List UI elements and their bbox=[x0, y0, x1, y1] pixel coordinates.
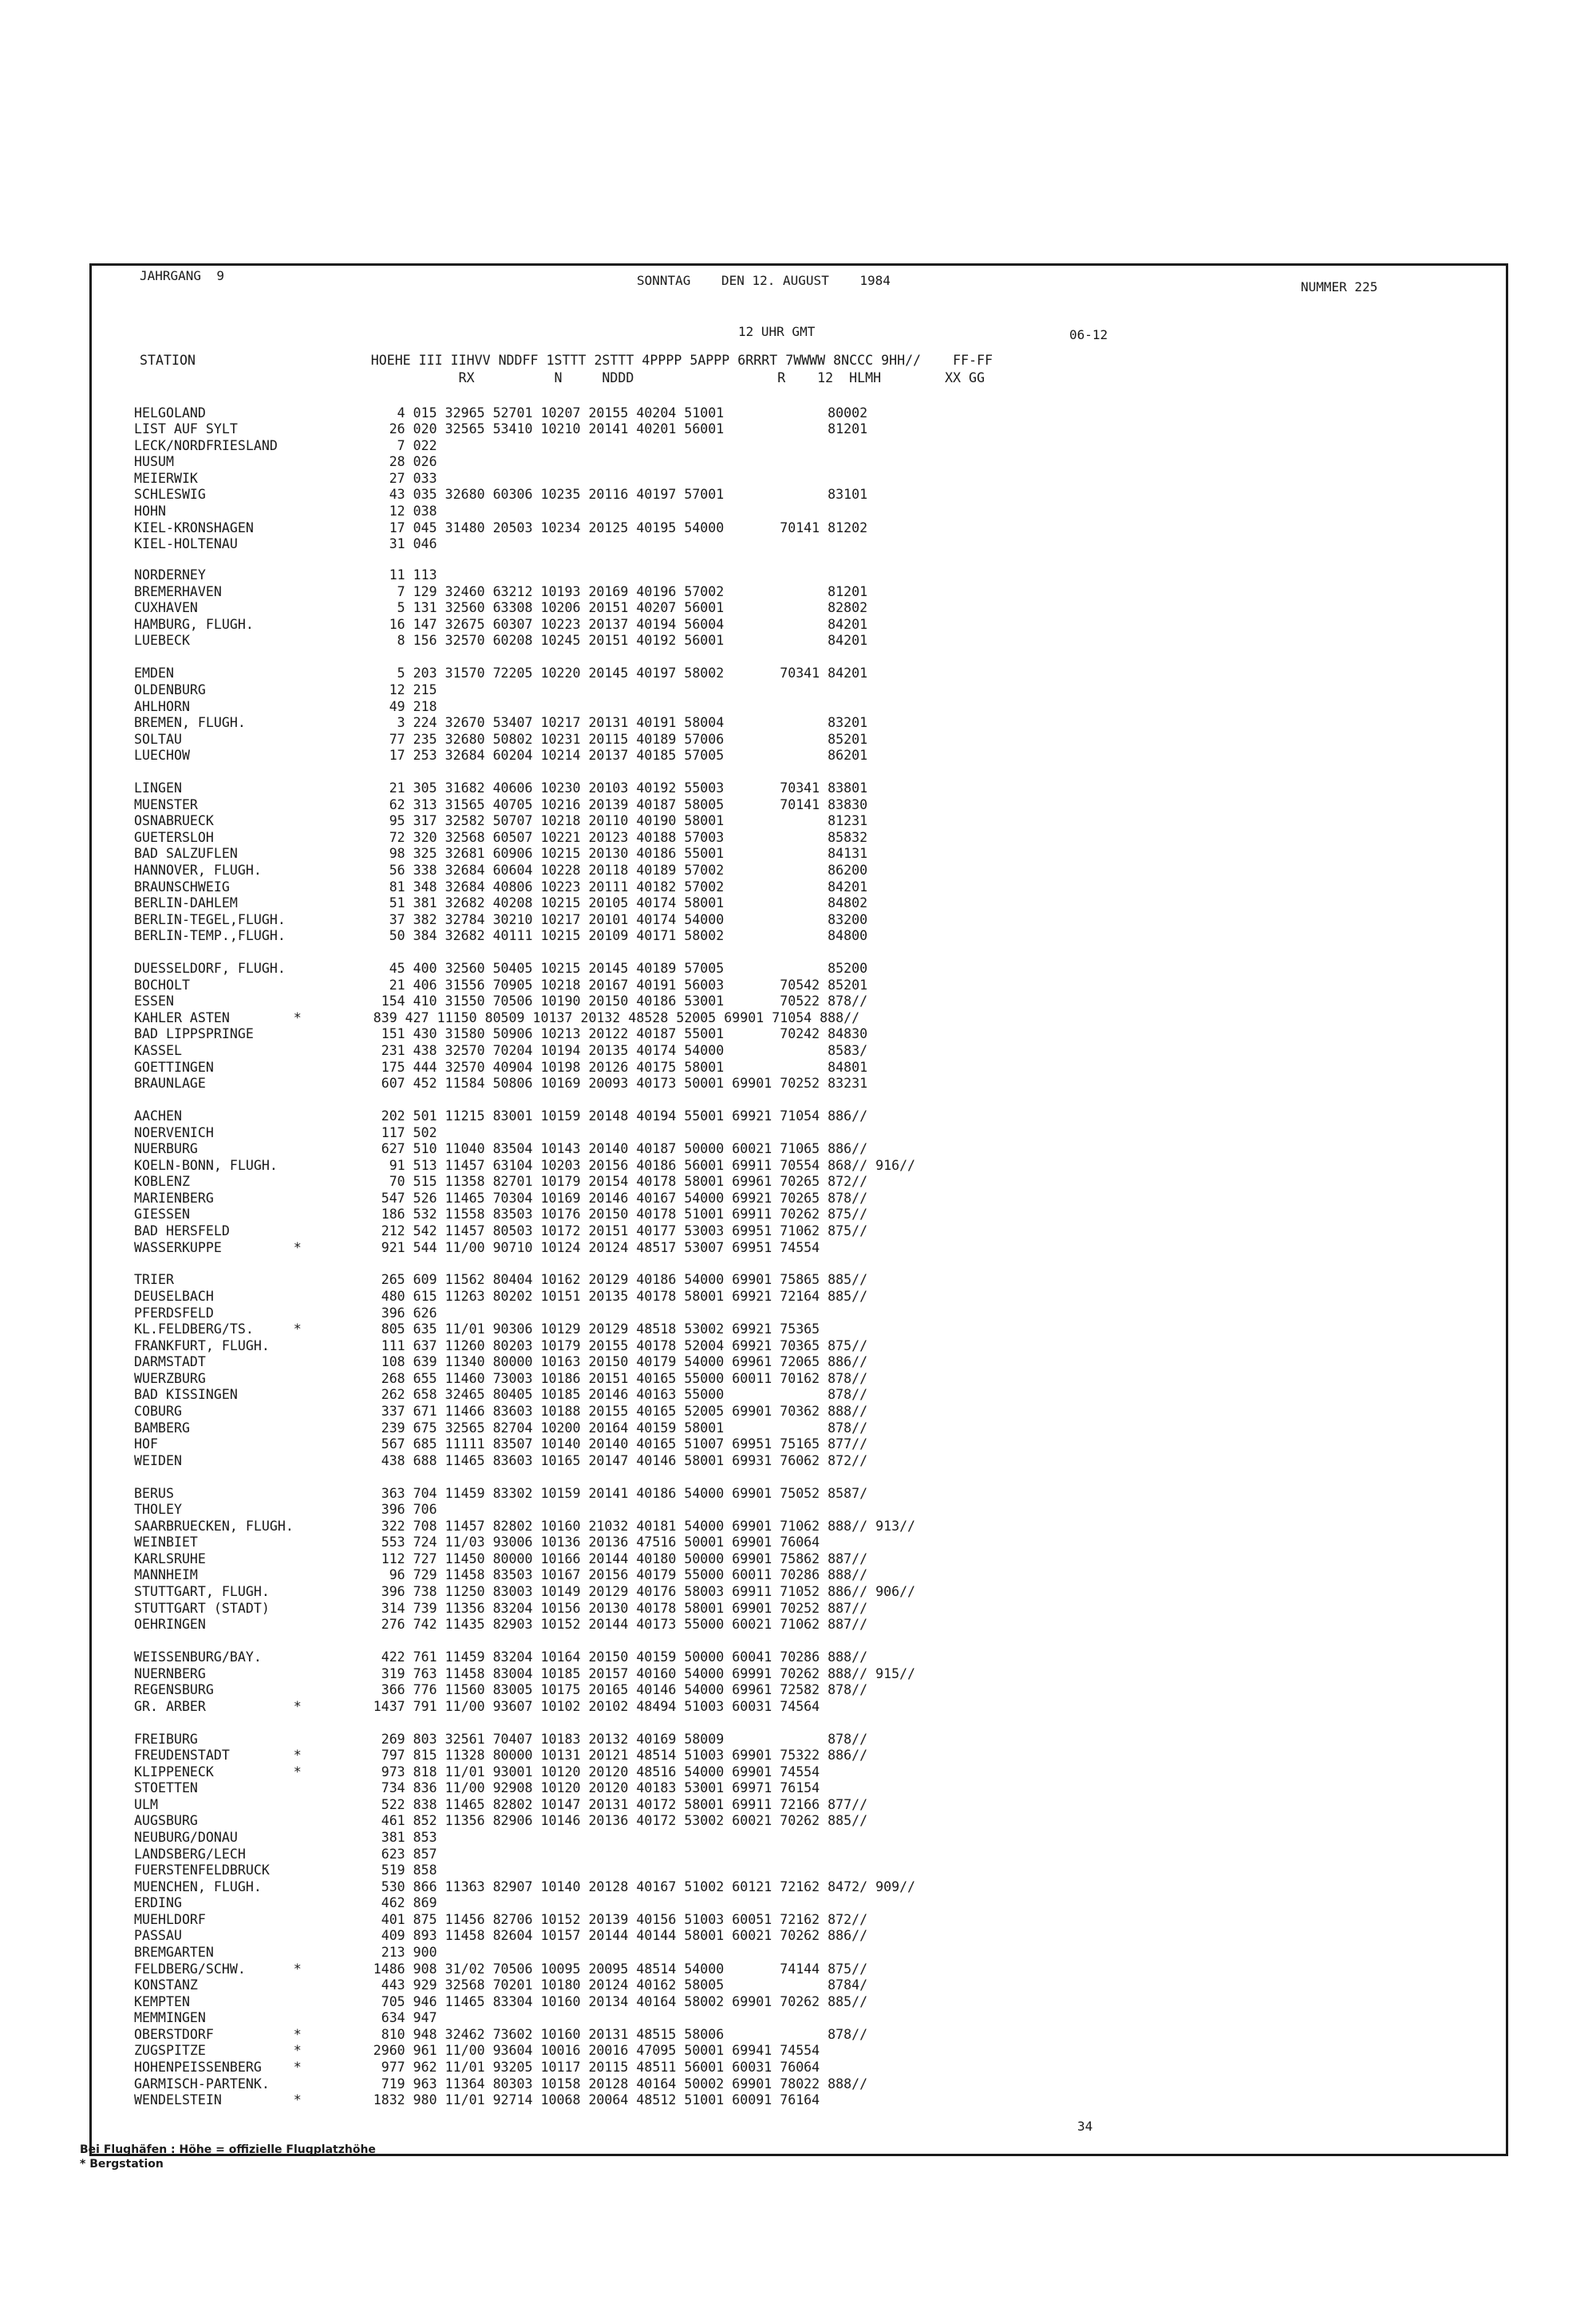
table-row: KASSEL 231 438 32570 70204 10194 20135 40174 54000 8583/ bbox=[134, 1043, 868, 1058]
table-row: COBURG 337 671 11466 83603 10188 20155 40165 52005 69901 70362 888// bbox=[134, 1404, 868, 1419]
table-row: OBERSTDORF * 810 948 32462 73602 10160 20131 48515 58006 878// bbox=[134, 2027, 868, 2042]
table-row: KONSTANZ 443 929 32568 70201 10180 20124 40162 58005 8784/ bbox=[134, 1977, 868, 1993]
table-row: HAMBURG, FLUGH. 16 147 32675 60307 10223 20137 40194 56004 84201 bbox=[134, 617, 868, 632]
table-row: SOLTAU 77 235 32680 50802 10231 20115 40189 57006 85201 bbox=[134, 732, 868, 747]
table-row: MUENCHEN, FLUGH. 530 866 11363 82907 10140 20128 40167 51002 60121 72162 8472/ 909// bbox=[134, 1879, 916, 1894]
table-row: ESSEN 154 410 31550 70506 10190 20150 40186 53001 70522 878// bbox=[134, 993, 868, 1009]
table-row: HELGOLAND 4 015 32965 52701 10207 20155 40204 51001 80002 bbox=[134, 405, 868, 421]
table-row: PFERDSFELD 396 626 bbox=[134, 1306, 437, 1321]
table-row: MARIENBERG 547 526 11465 70304 10169 20146 40167 54000 69921 70265 878// bbox=[134, 1191, 868, 1206]
table-row: BERLIN-TEGEL,FLUGH. 37 382 32784 30210 10217 20101 40174 54000 83200 bbox=[134, 912, 868, 927]
table-row: BAD HERSFELD 212 542 11457 80503 10172 20151 40177 53003 69951 71062 875// bbox=[134, 1223, 868, 1238]
table-row: AACHEN 202 501 11215 83001 10159 20148 40194 55001 69921 71054 886// bbox=[134, 1108, 868, 1124]
table-row: REGENSBURG 366 776 11560 83005 10175 20165 40146 54000 69961 72582 878// bbox=[134, 1682, 868, 1697]
footnote-airports: Bei Flughäfen : Höhe = offizielle Flugplatzhöhe bbox=[80, 2143, 376, 2156]
table-row: OLDENBURG 12 215 bbox=[134, 682, 437, 697]
column-subheaders: RX N NDDD R 12 HLMH XX GG bbox=[140, 370, 985, 385]
table-row: LANDSBERG/LECH 623 857 bbox=[134, 1847, 437, 1862]
table-row: SAARBRUECKEN, FLUGH. 322 708 11457 82802 10160 21032 40181 54000 69901 71062 888// 913// bbox=[134, 1519, 916, 1534]
table-row: KL.FELDBERG/TS. * 805 635 11/01 90306 10129 20129 48518 53002 69921 75365 bbox=[134, 1321, 820, 1337]
table-row: ERDING 462 869 bbox=[134, 1895, 437, 1910]
table-row: OEHRINGEN 276 742 11435 82903 10152 20144 40173 55000 60021 71062 887// bbox=[134, 1617, 868, 1632]
table-row: FRANKFURT, FLUGH. 111 637 11260 80203 10179 20155 40178 52004 69921 70365 875// bbox=[134, 1338, 868, 1353]
table-row: PASSAU 409 893 11458 82604 10157 20144 40144 58001 60021 70262 886// bbox=[134, 1928, 868, 1943]
table-row: TRIER 265 609 11562 80404 10162 20129 40186 54000 69901 75865 885// bbox=[134, 1272, 868, 1287]
page-number: 34 bbox=[1077, 2119, 1093, 2134]
table-row: ZUGSPITZE * 2960 961 11/00 93604 10016 20016 47095 50001 69941 74554 bbox=[134, 2043, 820, 2058]
volume-label: JAHRGANG 9 bbox=[140, 268, 224, 283]
table-row: BOCHOLT 21 406 31556 70905 10218 20167 40191 56003 70542 85201 bbox=[134, 978, 868, 993]
table-row: STUTTGART, FLUGH. 396 738 11250 83003 10149 20129 40176 58003 69911 71052 886// 906// bbox=[134, 1584, 916, 1599]
table-row: WEISSENBURG/BAY. 422 761 11459 83204 10164 20150 40159 50000 60041 70286 888// bbox=[134, 1649, 868, 1665]
table-row: KIEL-KRONSHAGEN 17 045 31480 20503 10234 20125 40195 54000 70141 81202 bbox=[134, 520, 868, 535]
table-row: FREUDENSTADT * 797 815 11328 80000 10131 20121 48514 51003 69901 75322 886// bbox=[134, 1748, 868, 1763]
table-row: HUSUM 28 026 bbox=[134, 454, 437, 469]
table-row: WEINBIET 553 724 11/03 93006 10136 20136 47516 50001 69901 76064 bbox=[134, 1535, 820, 1550]
table-row: KARLSRUHE 112 727 11450 80000 10166 20144 40180 50000 69901 75862 887// bbox=[134, 1551, 868, 1566]
table-row: STOETTEN 734 836 11/00 92908 10120 20120 40183 53001 69971 76154 bbox=[134, 1780, 820, 1795]
table-row: FUERSTENFELDBRUCK 519 858 bbox=[134, 1863, 437, 1878]
table-row: BERLIN-DAHLEM 51 381 32682 40208 10215 20105 40174 58001 84802 bbox=[134, 895, 868, 911]
table-row: LUECHOW 17 253 32684 60204 10214 20137 40185 57005 86201 bbox=[134, 748, 868, 763]
table-row: WEIDEN 438 688 11465 83603 10165 20147 40146 58001 69931 76062 872// bbox=[134, 1453, 868, 1468]
table-row: AHLHORN 49 218 bbox=[134, 699, 437, 714]
table-row: BERLIN-TEMP.,FLUGH. 50 384 32682 40111 10215 20109 40171 58002 84800 bbox=[134, 928, 868, 943]
table-row: KOELN-BONN, FLUGH. 91 513 11457 63104 10203 20156 40186 56001 69911 70554 868// 916// bbox=[134, 1158, 916, 1173]
table-row: OSNABRUECK 95 317 32582 50707 10218 20110 40190 58001 81231 bbox=[134, 813, 868, 828]
period-label: 06-12 bbox=[1069, 327, 1108, 342]
table-row: BAD KISSINGEN 262 658 32465 80405 10185 20146 40163 55000 878// bbox=[134, 1387, 868, 1402]
column-headers: STATION HOEHE III IIHVV NDDFF 1STTT 2STTT 4PPPP 5APPP 6RRRT 7WWWW 8NCCC 9HH// FF-FF bbox=[140, 353, 993, 368]
table-row: GR. ARBER * 1437 791 11/00 93607 10102 20102 48494 51003 60031 74564 bbox=[134, 1699, 820, 1714]
table-row: BREMGARTEN 213 900 bbox=[134, 1945, 437, 1960]
table-row: DUESSELDORF, FLUGH. 45 400 32560 50405 10215 20145 40189 57005 85200 bbox=[134, 961, 868, 976]
table-row: LIST AUF SYLT 26 020 32565 53410 10210 20141 40201 56001 81201 bbox=[134, 421, 868, 436]
table-row: ULM 522 838 11465 82802 10147 20131 40172 58001 69911 72166 877// bbox=[134, 1797, 868, 1812]
table-row: MEMMINGEN 634 947 bbox=[134, 2010, 437, 2025]
table-row: WUERZBURG 268 655 11460 73003 10186 20151 40165 55000 60011 70162 878// bbox=[134, 1371, 868, 1386]
table-row: BREMEN, FLUGH. 3 224 32670 53407 10217 20131 40191 58004 83201 bbox=[134, 715, 868, 730]
table-row: NUERNBERG 319 763 11458 83004 10185 20157 40160 54000 69991 70262 888// 915// bbox=[134, 1666, 916, 1681]
table-row: KLIPPENECK * 973 818 11/01 93001 10120 20120 48516 54000 69901 74554 bbox=[134, 1764, 820, 1780]
table-row: BREMERHAVEN 7 129 32460 63212 10193 20169 40196 57002 81201 bbox=[134, 584, 868, 599]
table-row: BRAUNLAGE 607 452 11584 50806 10169 20093 40173 50001 69901 70252 83231 bbox=[134, 1076, 868, 1091]
table-row: BAD LIPPSPRINGE 151 430 31580 50906 10213 20122 40187 55001 70242 84830 bbox=[134, 1026, 868, 1041]
footnote-mountain-station: * Bergstation bbox=[80, 2158, 164, 2171]
table-row: NORDERNEY 11 113 bbox=[134, 567, 437, 583]
table-row: EMDEN 5 203 31570 72205 10220 20145 40197 58002 70341 84201 bbox=[134, 666, 868, 681]
table-row: HOHENPEISSENBERG * 977 962 11/01 93205 10117 20115 48511 56001 60031 76064 bbox=[134, 2060, 820, 2075]
observation-time: 12 UHR GMT bbox=[738, 324, 816, 339]
issue-number: NUMMER 225 bbox=[1301, 279, 1378, 294]
table-row: KOBLENZ 70 515 11358 82701 10179 20154 40178 58001 69961 70265 872// bbox=[134, 1174, 868, 1189]
table-row: NUERBURG 627 510 11040 83504 10143 20140 40187 50000 60021 71065 886// bbox=[134, 1141, 868, 1156]
table-row: NEUBURG/DONAU 381 853 bbox=[134, 1830, 437, 1845]
table-row: GARMISCH-PARTENK. 719 963 11364 80303 10158 20128 40164 50002 69901 78022 888// bbox=[134, 2076, 868, 2092]
table-row: GOETTINGEN 175 444 32570 40904 10198 20126 40175 58001 84801 bbox=[134, 1060, 868, 1075]
table-row: AUGSBURG 461 852 11356 82906 10146 20136 40172 53002 60021 70262 885// bbox=[134, 1813, 868, 1828]
table-row: SCHLESWIG 43 035 32680 60306 10235 20116 40197 57001 83101 bbox=[134, 487, 868, 502]
table-row: STUTTGART (STADT) 314 739 11356 83204 10156 20130 40178 58001 69901 70252 887// bbox=[134, 1601, 868, 1616]
table-row: MEIERWIK 27 033 bbox=[134, 471, 437, 486]
table-row: CUXHAVEN 5 131 32560 63308 10206 20151 40207 56001 82802 bbox=[134, 600, 868, 615]
table-row: MUEHLDORF 401 875 11456 82706 10152 20139 40156 51003 60051 72162 872// bbox=[134, 1912, 868, 1927]
table-row: FELDBERG/SCHW. * 1486 908 31/02 70506 10095 20095 48514 54000 74144 875// bbox=[134, 1961, 868, 1977]
table-row: BAD SALZUFLEN 98 325 32681 60906 10215 20130 40186 55001 84131 bbox=[134, 846, 868, 861]
table-row: HANNOVER, FLUGH. 56 338 32684 60604 10228 20118 40189 57002 86200 bbox=[134, 863, 868, 878]
table-row: LINGEN 21 305 31682 40606 10230 20103 40192 55003 70341 83801 bbox=[134, 780, 868, 796]
table-row: WASSERKUPPE * 921 544 11/00 90710 10124 20124 48517 53007 69951 74554 bbox=[134, 1240, 820, 1255]
table-row: MUENSTER 62 313 31565 40705 10216 20139 40187 58005 70141 83830 bbox=[134, 797, 868, 812]
table-row: HOF 567 685 11111 83507 10140 20140 40165 51007 69951 75165 877// bbox=[134, 1436, 868, 1452]
table-row: KEMPTEN 705 946 11465 83304 10160 20134 40164 58002 69901 70262 885// bbox=[134, 1994, 868, 2009]
table-row: NOERVENICH 117 502 bbox=[134, 1125, 437, 1140]
table-row: DARMSTADT 108 639 11340 80000 10163 20150 40179 54000 69961 72065 886// bbox=[134, 1354, 868, 1369]
table-row: GIESSEN 186 532 11558 83503 10176 20150 40178 51001 69911 70262 875// bbox=[134, 1207, 868, 1222]
table-row: KIEL-HOLTENAU 31 046 bbox=[134, 536, 437, 551]
table-row: FREIBURG 269 803 32561 70407 10183 20132 40169 58009 878// bbox=[134, 1732, 868, 1747]
table-row: KAHLER ASTEN * 839 427 11150 80509 10137 20132 48528 52005 69901 71054 888// bbox=[134, 1010, 860, 1025]
table-row: LUEBECK 8 156 32570 60208 10245 20151 40192 56001 84201 bbox=[134, 633, 868, 648]
table-row: BERUS 363 704 11459 83302 10159 20141 40186 54000 69901 75052 8587/ bbox=[134, 1486, 868, 1501]
table-row: LECK/NORDFRIESLAND 7 022 bbox=[134, 438, 437, 453]
issue-date: SONNTAG DEN 12. AUGUST 1984 bbox=[637, 273, 891, 288]
table-row: GUETERSLOH 72 320 32568 60507 10221 20123 40188 57003 85832 bbox=[134, 830, 868, 845]
table-row: MANNHEIM 96 729 11458 83503 10167 20156 40179 55000 60011 70286 888// bbox=[134, 1567, 868, 1582]
table-row: BAMBERG 239 675 32565 82704 10200 20164 40159 58001 878// bbox=[134, 1420, 868, 1436]
table-row: WENDELSTEIN * 1832 980 11/01 92714 10068 20064 48512 51001 60091 76164 bbox=[134, 2092, 820, 2107]
table-row: BRAUNSCHWEIG 81 348 32684 40806 10223 20111 40182 57002 84201 bbox=[134, 879, 868, 895]
table-row: DEUSELBACH 480 615 11263 80202 10151 20135 40178 58001 69921 72164 885// bbox=[134, 1289, 868, 1304]
table-row: THOLEY 396 706 bbox=[134, 1502, 437, 1517]
table-row: HOHN 12 038 bbox=[134, 504, 437, 519]
